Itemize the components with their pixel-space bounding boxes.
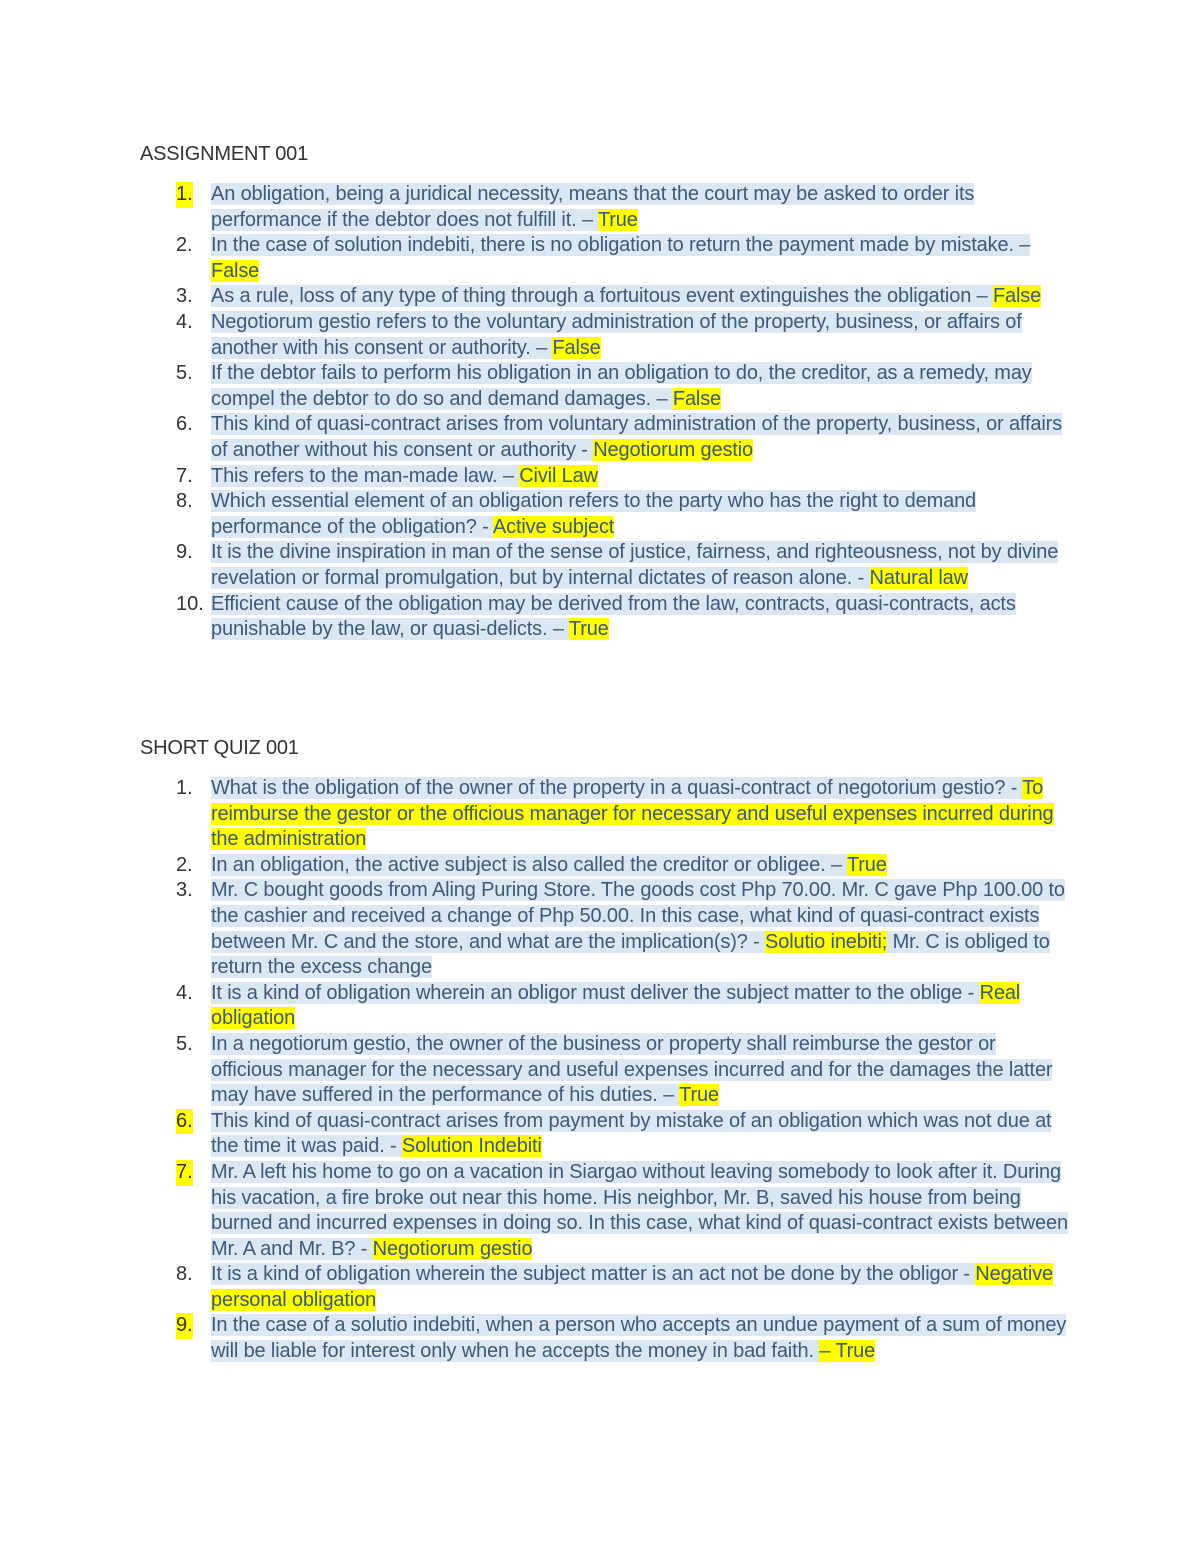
assignment-item-3 [140, 284, 1070, 310]
question-text: It is the divine inspiration in man of the sense of justice, fairness, and righteousness, not by divine revelation or formal promulgation, but by internal dictates of reason alone. [211, 541, 1059, 589]
question-text: Mr. C bought goods from Aling Puring Store. The goods cost Php 70.00. Mr. C gave Php 100.00 to the cashier and received a change of Php 50.00. In this case, what kind of quasi-contract exists between Mr. C and the store, and what are the implication(s)? [211, 879, 1065, 953]
short-quiz-list [140, 776, 1070, 1365]
answer-text: True [568, 618, 609, 641]
item-number: 6. [176, 413, 193, 436]
question-text: This kind of quasi-contract arises from voluntary administration of the property, business, or affairs of another without his consent or authority [211, 413, 1063, 461]
assignment-item-9 [140, 540, 1070, 591]
separator: - [967, 981, 980, 1004]
quiz-item-1 [140, 776, 1070, 853]
answer-text: False [211, 259, 260, 282]
question-text: As a rule, loss of any type of thing through a fortuitous event extinguishes the obligation [211, 285, 977, 308]
separator: - [581, 438, 594, 461]
item-number: 4. [176, 981, 193, 1004]
assignment-item-10 [140, 592, 1070, 643]
answer-text: False [552, 336, 601, 359]
separator: – [830, 853, 847, 876]
item-number: 7. [176, 464, 193, 487]
item-number: 3. [176, 285, 193, 308]
item-number: 6. [176, 1109, 193, 1135]
item-number: 10. [176, 592, 204, 615]
answer-text: Negotiorum gestio [593, 438, 753, 461]
item-number: 8. [176, 490, 193, 513]
item-number: 3. [176, 879, 193, 902]
question-text: Efficient cause of the obligation may be derived from the law, contracts, quasi-contracts, acts punishable by the law, or quasi-delicts. [211, 592, 1016, 641]
separator: – [663, 1084, 680, 1107]
separator: - [857, 566, 870, 589]
answer-text: Solutio inebiti; [765, 930, 888, 953]
answer-text: Active subject [492, 515, 615, 538]
answer-text: False [992, 285, 1042, 308]
assignment-section [140, 141, 1070, 643]
quiz-item-8 [140, 1262, 1070, 1313]
quiz-item-6 [140, 1109, 1070, 1160]
question-text: Which essential element of an obligation refers to the party who has the right to demand performance of the obligation? [211, 490, 977, 538]
assignment-item-5 [140, 361, 1070, 412]
separator: - [753, 930, 766, 953]
assignment-item-7 [140, 464, 1070, 490]
assignment-title: ASSIGNMENT 001 [140, 143, 309, 165]
short-quiz-section [140, 735, 1070, 1365]
answer-continuation: Mr. C is obliged to return the excess change [211, 930, 1050, 979]
quiz-item-5 [140, 1032, 1070, 1109]
question-text: This kind of quasi-contract arises from payment by mistake of an obligation which was not due at the time it was paid. [211, 1109, 1052, 1158]
separator: - [482, 515, 493, 538]
answer-text: Solution Indebiti [401, 1135, 542, 1158]
separator: – [656, 387, 673, 410]
question-text: It is a kind of obligation wherein the subject matter is an act not be done by the obligor [211, 1263, 964, 1286]
item-number: 1. [176, 182, 193, 208]
question-text: Negotiorum gestio refers to the voluntary administration of the property, business, or affairs of another with his consent or authority. [211, 310, 1022, 359]
short-quiz-title: SHORT QUIZ 001 [140, 737, 299, 759]
separator: – [1019, 234, 1031, 257]
question-text: If the debtor fails to perform his obligation in an obligation to do, the creditor, as a remedy, may compel the debtor to do so and demand damages. [211, 362, 1032, 410]
answer-text: True [597, 208, 638, 231]
answer-text: Negative personal obligation [211, 1263, 1054, 1311]
question-text: What is the obligation of the owner of the property in a quasi-contract of negotorium gestio? [211, 777, 1011, 799]
item-number: 1. [176, 777, 193, 799]
answer-text: False [672, 387, 722, 410]
separator: – [581, 208, 598, 231]
separator: – [552, 618, 569, 641]
separator: - [963, 1263, 976, 1286]
assignment-item-6 [140, 412, 1070, 463]
item-number: 4. [176, 310, 193, 333]
assignment-list [140, 182, 1070, 643]
item-number: 5. [176, 362, 193, 385]
question-text: This refers to the man-made law. [211, 464, 503, 487]
answer-text: – True [819, 1340, 876, 1363]
separator: – [536, 336, 553, 359]
question-text: It is a kind of obligation wherein an obligor must deliver the subject matter to the oblige [211, 981, 968, 1004]
answer-text: Real obligation [211, 981, 1021, 1030]
quiz-item-3 [140, 878, 1070, 980]
item-number: 7. [176, 1160, 193, 1186]
separator: - [390, 1135, 402, 1158]
assignment-item-8 [140, 489, 1070, 540]
question-text: In the case of solution indebiti, there is no obligation to return the payment made by mistake. [211, 234, 1020, 257]
separator: – [976, 285, 993, 308]
quiz-item-9 [140, 1313, 1070, 1364]
question-text: In a negotiorum gestio, the owner of the business or property shall reimburse the gestor or officious manager for the necessary and useful expenses incurred and for the damages the latter may have suffered in the performance of his duties. [211, 1032, 1053, 1107]
answer-text: To reimburse the gestor or the officious manager for necessary and useful expenses incurred during the administration [211, 777, 1054, 851]
question-text: Mr. A left his home to go on a vacation in Siargao without leaving somebody to look after it. During his vacation, a fire broke out near this home. His neighbor, Mr. B, saved his house from being burned and incurred expenses in doing so. In this case, what kind of quasi-contract exists between Mr. A and Mr. B? [211, 1160, 1068, 1260]
item-number: 2. [176, 234, 193, 257]
item-number: 9. [176, 1313, 193, 1339]
item-number: 2. [176, 853, 193, 876]
separator: - [360, 1237, 373, 1260]
assignment-item-2 [140, 233, 1070, 284]
quiz-item-2 [140, 853, 1070, 879]
question-text: In the case of a solutio indebiti, when a person who accepts an undue payment of a sum of money will be liable for interest only when he accepts the money in bad faith. [211, 1314, 1067, 1363]
item-number: 8. [176, 1263, 193, 1286]
quiz-item-4 [140, 981, 1070, 1032]
answer-text: Negotiorum gestio [372, 1237, 533, 1260]
item-number: 5. [176, 1032, 193, 1055]
answer-text: True [846, 853, 887, 876]
answer-text: Civil Law [519, 464, 598, 487]
separator: - [1010, 777, 1023, 799]
separator: – [502, 464, 520, 487]
item-number: 9. [176, 541, 193, 564]
assignment-item-1 [140, 182, 1070, 233]
question-text: An obligation, being a juridical necessity, means that the court may be asked to order its performance if the debtor does not fulfill it. [211, 183, 975, 231]
question-text: In an obligation, the active subject is also called the creditor or obligee. [211, 853, 831, 876]
assignment-item-4 [140, 310, 1070, 361]
answer-text: True [679, 1084, 719, 1107]
answer-text: Natural law [869, 566, 968, 589]
quiz-item-7 [140, 1160, 1070, 1262]
